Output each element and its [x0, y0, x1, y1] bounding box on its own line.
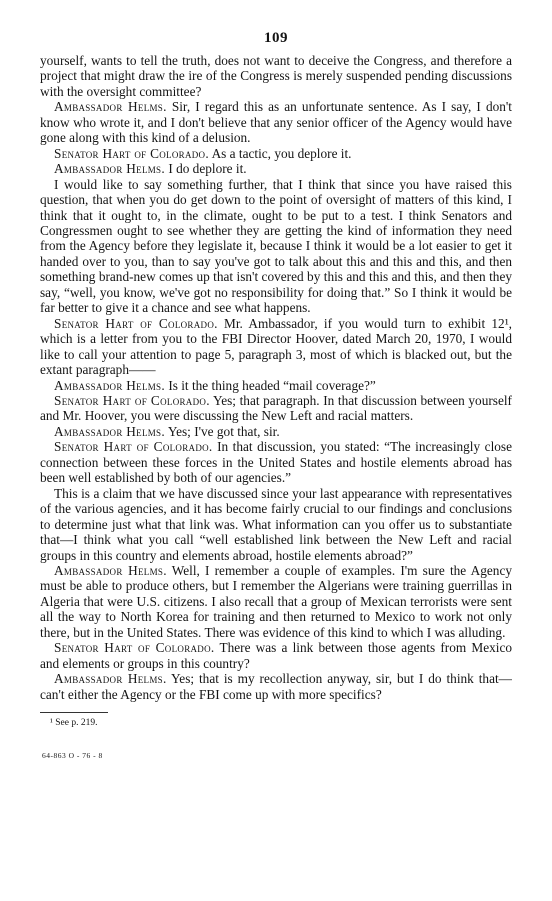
paragraph-plain: This is a claim that we have discussed since your last appearance with representatives of the various agencies, and it has become fairly crucial to our findings and conclusions to determine just what that link was. What information can you offer us to substantiate that—I think what you call “well established link between the New Left and racial groups in this country and elements abroad, hostile elements abroad?” — [40, 485, 512, 563]
paragraph-speech: Senator Hart of Colorado. In that discussion, you stated: “The increasingly close connection between these forces in the United States and hostile elements abroad has been well established by both of our agencies.” — [40, 439, 512, 486]
paragraph-plain: I would like to say something further, that I think that since you have raised this question, that when you do get down to the point of oversight of matters of this kind, I think that it ought to, in the climate, ought to be put to a test. I think Senators and Congressmen ought to see whether they are getting the kind of information they need from the Agency before they legislate it, because I think it would be a lot easier to get it handed over to you, than to say you've got to talk about this and this and this, and then something brand-new comes up that isn't covered by this and this and this, and then they say, “well, you know, we've got no responsibility for doing that.” So I think it would be far better to give it a chance and see what happens. — [40, 176, 512, 316]
speaker-name: Senator Hart of Colorado. — [54, 392, 210, 408]
paragraph-speech: Ambassador Helms. Yes; I've got that, sir. — [54, 423, 280, 439]
body-text — [40, 53, 512, 702]
speaker-name: Senator Hart of Colorado. — [54, 315, 218, 331]
footnote-marker: ¹ — [50, 718, 53, 729]
paragraph-speech: Ambassador Helms. Sir, I regard this as an unfortunate sentence. As I say, I don't know who wrote it, and I don't believe that any senior officer of the Agency would have gone along with this kind of a delusion. — [40, 99, 512, 146]
speaker-name: Senator Hart of Colorado. — [54, 640, 215, 656]
footnote — [40, 717, 512, 729]
print-code: 64-863 O - 76 - 8 — [42, 751, 103, 761]
paragraph-speech: Senator Hart of Colorado. Mr. Ambassador, if you would turn to exhibit 12¹, which is a letter from you to the FBI Director Hoover, dated March 20, 1970, I would like to call your attention to page 5, paragraph 3, most of which is blacked out, but the extant paragraph—— — [40, 315, 513, 378]
paragraph-speech: Ambassador Helms. Yes; that is my recollection anyway, sir, but I do think that—can't either the Agency or the FBI come up with more specifics? — [40, 671, 512, 702]
page-number: 109 — [264, 30, 288, 46]
paragraph-speech: Ambassador Helms. I do deplore it. — [54, 161, 247, 177]
footnote-text: See p. 219. — [55, 718, 98, 729]
paragraph-speech: Senator Hart of Colorado. There was a link between those agents from Mexico and elements or groups in this country? — [40, 640, 512, 671]
speaker-name: Ambassador Helms. — [54, 423, 165, 439]
speaker-name: Senator Hart of Colorado. — [54, 439, 213, 455]
footnote-divider — [40, 712, 108, 713]
paragraph-speech: Senator Hart of Colorado. As a tactic, you deplore it. — [54, 145, 352, 161]
speaker-name: Ambassador Helms. — [54, 99, 167, 115]
speaker-name: Ambassador Helms. — [54, 562, 167, 578]
speaker-name: Senator Hart of Colorado. — [54, 145, 209, 161]
speaker-name: Ambassador Helms. — [54, 161, 165, 177]
paragraph-continuation: yourself, wants to tell the truth, does not want to deceive the Congress, and therefore a project that might draw the ire of the Congress is merely suspended pending discussions with the oversight committee? — [40, 53, 512, 99]
speaker-name: Ambassador Helms. — [54, 377, 165, 393]
paragraph-speech: Ambassador Helms. Well, I remember a couple of examples. I'm sure the Agency must be able to produce others, but I remember the Algerians were training guerrillas in Algeria that were U.S. citizens. I also recall that a group of Mexican terrorists were sent all the way to North Korea for training and then returned to Mexico to work not only there, but in the United States. There was evidence of this kind to which I was alluding. — [40, 562, 512, 640]
paragraph-speech: Senator Hart of Colorado. Yes; that paragraph. In that discussion between yourself and Mr. Hoover, you were discussing the New Left and racial matters. — [40, 392, 512, 424]
paragraph-speech: Ambassador Helms. Is it the thing headed “mail coverage?” — [54, 377, 376, 393]
speaker-name: Ambassador Helms. — [54, 671, 167, 687]
